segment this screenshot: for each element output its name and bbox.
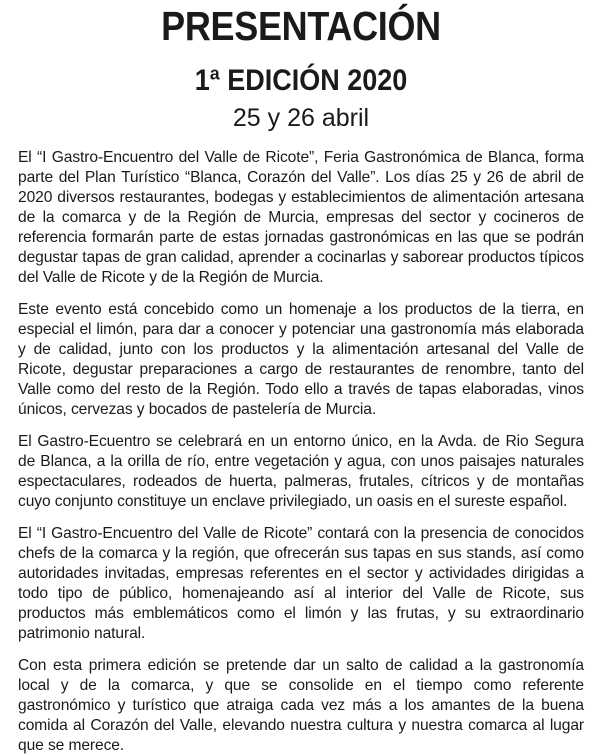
paragraph-goal: Con esta primera edición se pretende dar un salto de calidad a la gastronomía local y de la comarca, y que se consolide en el tiempo como referente gastronómico y turístico que atraiga cada vez más a los amantes de la buena comida al Corazón del Valle, elevando nuestra cultura y nuestra comarca al lugar que se merece.: [18, 657, 584, 754]
paragraph-participants: El “I Gastro-Encuentro del Valle de Ricote” contará con la presencia de conocidos chefs de la comarca y la región, que ofrecerán sus tapas en sus stands, así como autoridades invitadas, empresas referentes en el sector y actividades dirigidas a todo tipo de público, homenajeando así al interior del Valle de Ricote, sus productos más emblemáticos como el limón y las frutas, y su extraordinario patrimonio natural.: [18, 525, 584, 642]
edition-heading: 1ª EDICIÓN 2020: [194, 64, 408, 97]
event-dates: 25 y 26 abril: [232, 104, 370, 132]
page-title: PRESENTACIÓN: [161, 2, 441, 49]
paragraph-location: El Gastro-Ecuentro se celebrará en un entorno único, en la Avda. de Rio Segura de Blanca, a la orilla de río, entre vegetación y agua, con unos paisajes naturales espectaculares, rodeados de huerta, palmeras, frutales, cítricos y de montañas cuyo conjunto constituye un enclave privilegiado, un oasis en el sureste español.: [18, 433, 584, 510]
paragraph-intro: El “I Gastro-Encuentro del Valle de Ricote”, Feria Gastronómica de Blanca, forma parte del Plan Turístico “Blanca, Corazón del Valle”. Los días 25 y 26 de abril de 2020 diversos restaurantes, bodegas y establecimientos de alimentación artesana de la comarca y de la Región de Murcia, empresas del sector y cocineros de referencia formarán parte de estas jornadas gastronómicas en las que se podrán degustar tapas de gran calidad, aprender a cocinarlas y saborear productos típicos del Valle de Ricote y de la Región de Murcia.: [18, 149, 584, 286]
body-text: [18, 148, 584, 756]
paragraph-concept: Este evento está concebido como un homenaje a los productos de la tierra, en especial el limón, para dar a conocer y potenciar una gastronomía más elaborada y de calidad, junto con los productos y la alimentación artesanal del Valle de Ricote, degustar preparaciones a cargo de restaurantes de renombre, tanto del Valle como del resto de la Región. Todo ello a través de tapas elaboradas, vinos únicos, cervezas y bocados de pastelería de Murcia.: [18, 301, 584, 418]
